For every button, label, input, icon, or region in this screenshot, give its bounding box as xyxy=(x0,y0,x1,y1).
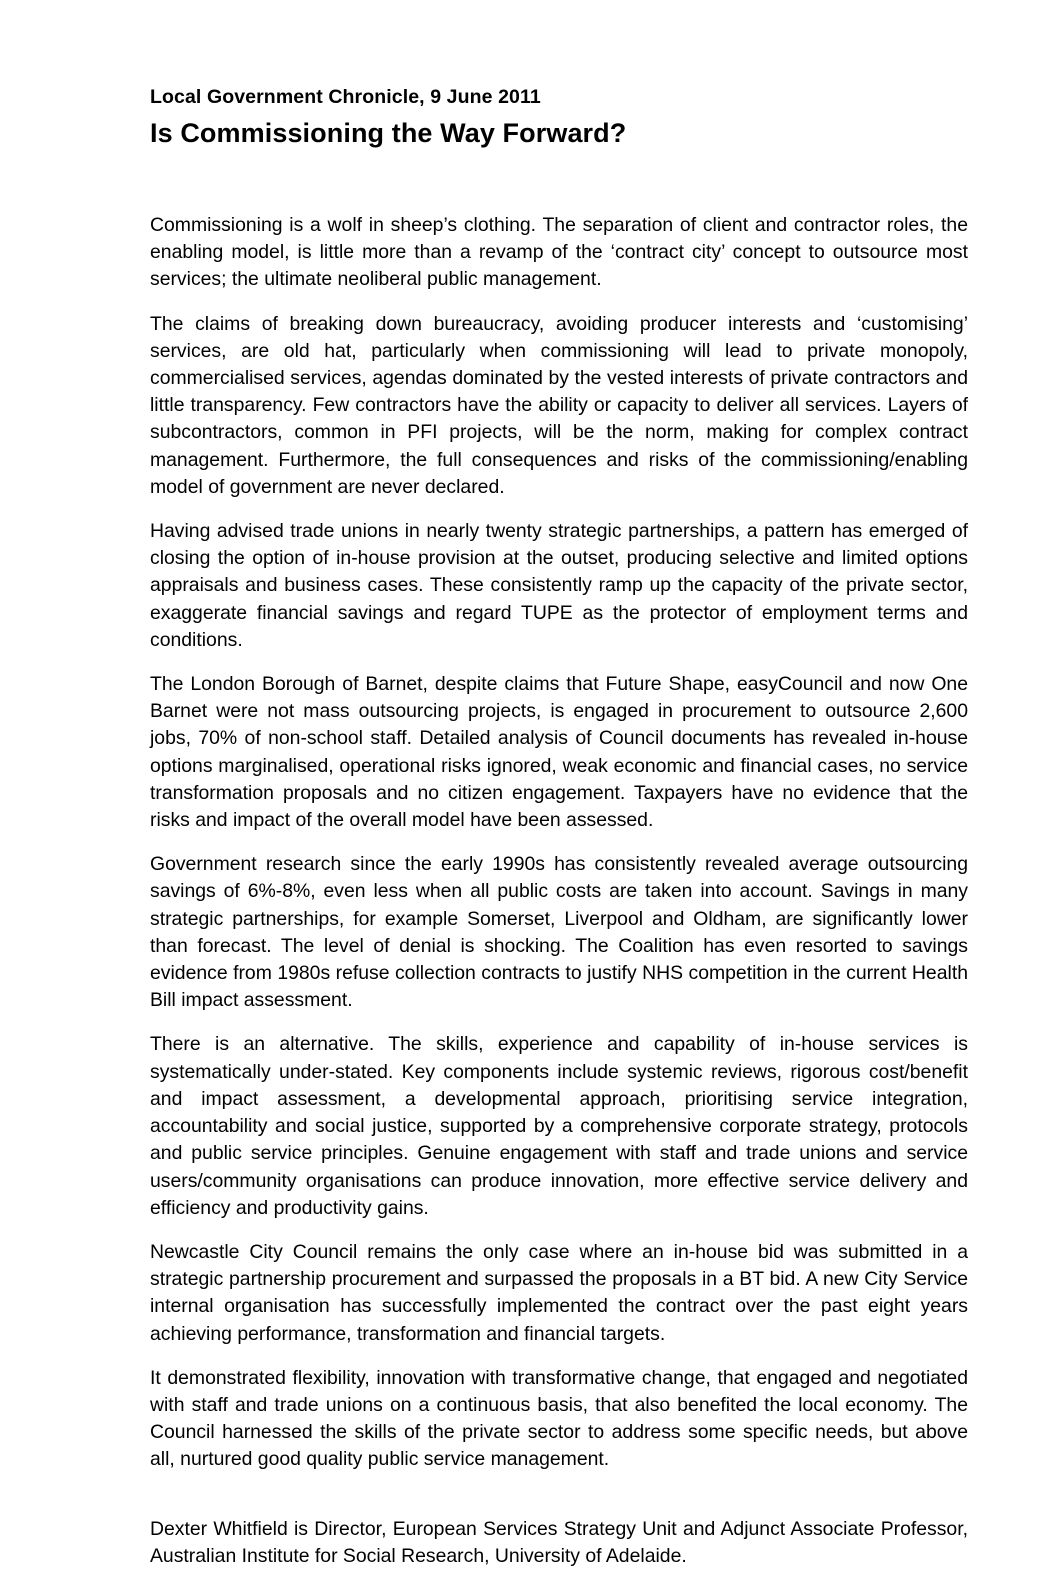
publication-byline: Local Government Chronicle, 9 June 2011 xyxy=(150,86,541,108)
author-biography xyxy=(150,1516,968,1570)
article-paragraph: The London Borough of Barnet, despite claims that Future Shape, easyCouncil and now One Barnet were not mass outsourcing projects, is engaged in procurement to outsource 2,600 jobs, 70% of non-school staff. Detailed analysis of Council documents has revealed in-house options marginalised, operational risks ignored, weak economic and financial cases, no service transformation proposals and no citizen engagement. Taxpayers have no evidence that the risks and impact of the overall model have been assessed. xyxy=(150,673,968,832)
article-paragraph: It demonstrated flexibility, innovation with transformative change, that engaged and negotiated with staff and trade unions on a continuous basis, that also benefited the local economy. The Council harnessed the skills of the private sector to address some specific needs, but above all, nurtured good quality public service management. xyxy=(150,1366,968,1471)
article-body xyxy=(150,212,968,1474)
article-paragraph: Commissioning is a wolf in sheep’s clothing. The separation of client and contractor roles, the enabling model, is little more than a revamp of the ‘contract city’ concept to outsource most services; the ultimate neoliberal public management. xyxy=(150,214,968,291)
article-paragraph: There is an alternative. The skills, experience and capability of in-house services is systematically under-stated. Key components include systemic reviews, rigorous cost/benefit and impact assessment, a developmental approach, prioritising service integration, accountability and social justice, supported by a comprehensive corporate strategy, protocols and public service principles. Genuine engagement with staff and trade unions and service users/community organisations can produce innovation, more effective service delivery and efficiency and productivity gains. xyxy=(150,1033,968,1219)
page-title: Is Commissioning the Way Forward? xyxy=(150,118,627,148)
article-paragraph: The claims of breaking down bureaucracy, avoiding producer interests and ‘customising’ services, are old hat, particularly when commissioning will lead to private monopoly, commercialised services, agendas dominated by the vested interests of private contractors and little transparency. Few contractors have the ability or capacity to deliver all services. Layers of subcontractors, common in PFI projects, will be the norm, making for complex contract management. Furthermore, the full consequences and risks of the commissioning/enabling model of government are never declared. xyxy=(150,312,968,498)
article-paragraph: Government research since the early 1990s has consistently revealed average outsourcing savings of 6%-8%, even less when all public costs are taken into account. Savings in many strategic partnerships, for example Somerset, Liverpool and Oldham, are significantly lower than forecast. The level of denial is shocking. The Coalition has even resorted to savings evidence from 1980s refuse collection contracts to justify NHS competition in the current Health Bill impact assessment. xyxy=(150,853,968,1012)
document-content xyxy=(150,84,968,1570)
article-paragraph: Having advised trade unions in nearly twenty strategic partnerships, a pattern has emerged of closing the option of in-house provision at the outset, producing selective and limited options appraisals and business cases. These consistently ramp up the capacity of the private sector, exaggerate financial savings and regard TUPE as the protector of employment terms and conditions. xyxy=(150,520,968,651)
author-biography-text: Dexter Whitfield is Director, European Services Strategy Unit and Adjunct Associate Professor, Australian Institute for Social Research, University of Adelaide. xyxy=(150,1517,968,1567)
article-paragraph: Newcastle City Council remains the only case where an in-house bid was submitted in a strategic partnership procurement and surpassed the proposals in a BT bid. A new City Service internal organisation has successfully implemented the contract over the past eight years achieving performance, transformation and financial targets. xyxy=(150,1240,968,1345)
